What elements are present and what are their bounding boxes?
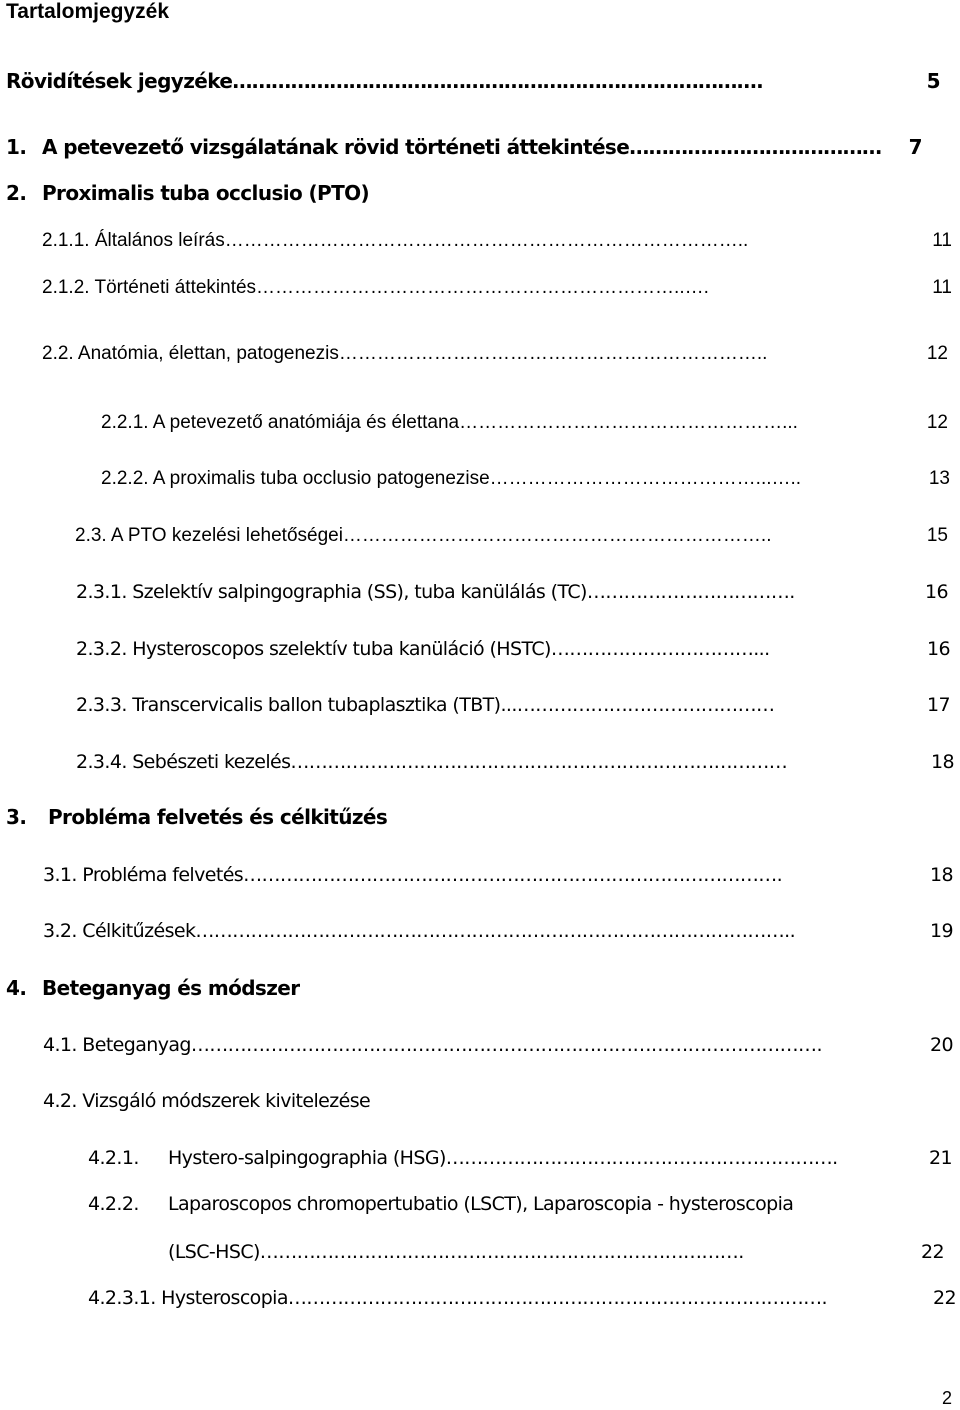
toc-entry-page: 11 <box>932 230 952 251</box>
toc-entry-text: 2.3.4. Sebészeti kezelés……………………………………………………………………… <box>76 751 788 773</box>
toc-entry-page: 21 <box>929 1147 952 1169</box>
toc-entry-text: (LSC-HSC)……………………………………………………………………. <box>168 1241 744 1263</box>
toc-entry-page: 16 <box>925 581 948 603</box>
toc-entry[interactable] <box>6 68 940 94</box>
toc-entry-page: 13 <box>928 468 950 489</box>
toc-entry[interactable] <box>6 804 906 830</box>
toc-entry[interactable] <box>76 579 948 605</box>
toc-entry-text: Laparoscopos chromopertubatio (LSCT), Laparoscopia - hysteroscopia <box>168 1193 794 1215</box>
toc-entry-number: 3. <box>6 805 27 829</box>
toc-entry-text: 2.3.2. Hysteroscopos szelektív tuba kanüláció (HSTC)……………………………... <box>76 638 770 660</box>
toc-entry-number: 1. <box>6 135 27 159</box>
toc-entry-page: 5 <box>926 69 940 93</box>
toc-entry[interactable] <box>43 862 953 888</box>
toc-entry[interactable] <box>168 1239 944 1265</box>
toc-entry-text: 2.1.1. Általános leírás……………………………………………………………………….. <box>42 230 749 251</box>
toc-entry[interactable] <box>6 975 906 1001</box>
toc-heading: Tartalomjegyzék <box>6 0 170 23</box>
toc-entry-text: 2.2. Anatómia, élettan, patogenezis………………………………………………………….. <box>42 343 768 364</box>
toc-entry-page: 16 <box>927 638 950 660</box>
toc-entry-text: 2.3. A PTO kezelési lehetőségei………………………………………………………….. <box>75 525 772 546</box>
toc-entry-text: Hystero-salpingographia (HSG)………………………………………………………. <box>168 1147 838 1169</box>
toc-entry-page: 18 <box>930 864 953 886</box>
toc-entry-number: 2. <box>6 181 27 205</box>
toc-entry-page: 15 <box>926 525 948 546</box>
toc-entry-page: 22 <box>933 1287 956 1309</box>
toc-entry[interactable] <box>43 1088 943 1114</box>
toc-entry-page: 12 <box>926 343 948 364</box>
toc-entry-text: A petevezető vizsgálatának rövid történeti áttekintése………………………………… <box>42 135 882 159</box>
toc-entry-text: 2.1.2. Történeti áttekintés…………………………………………………………..…. <box>42 277 709 298</box>
toc-entry[interactable] <box>43 1032 953 1058</box>
toc-entry-page: 11 <box>932 277 952 298</box>
toc-entry[interactable] <box>42 275 952 301</box>
toc-entry-text: 3.2. Célkitűzések…………………………………………………………………………………….. <box>43 920 796 942</box>
toc-entry[interactable] <box>88 1191 948 1217</box>
toc-entry[interactable] <box>76 692 950 718</box>
toc-entry[interactable] <box>76 636 950 662</box>
toc-entry-page: 22 <box>921 1241 944 1263</box>
toc-entry-page: 20 <box>930 1034 953 1056</box>
toc-entry-page: 17 <box>927 694 950 716</box>
toc-entry[interactable] <box>75 523 948 549</box>
toc-entry-page: 18 <box>931 751 954 773</box>
toc-entry-number: 4.2.2. <box>88 1193 139 1215</box>
toc-entry[interactable] <box>88 1285 956 1311</box>
toc-entry-text: 4.2. Vizsgáló módszerek kivitelezése <box>43 1090 371 1112</box>
toc-entry-number: 4.2.1. <box>88 1147 139 1169</box>
toc-entry[interactable] <box>88 1145 952 1171</box>
toc-entry-page: 12 <box>926 412 948 433</box>
toc-entry-text: 2.2.2. A proximalis tuba occlusio patogenezise……………………………………...….. <box>101 468 802 489</box>
toc-entry-text: Rövidítések jegyzéke………………………………………………………………………. <box>6 69 764 93</box>
toc-entry-page: 19 <box>930 920 953 942</box>
toc-entry-text: Probléma felvetés és célkitűzés <box>48 805 388 829</box>
toc-entry-text: Proximalis tuba occlusio (PTO) <box>42 181 370 205</box>
toc-entry-number: 4. <box>6 976 27 1000</box>
page-number: 2 <box>941 1388 952 1408</box>
toc-entry[interactable] <box>6 134 922 160</box>
toc-entry-text: 3.1. Probléma felvetés……………………………………………………………………………. <box>43 864 783 886</box>
toc-entry-page: 7 <box>908 135 922 159</box>
toc-entry-text: Beteganyag és módszer <box>42 976 300 1000</box>
toc-entry[interactable] <box>42 228 952 254</box>
toc-entry[interactable] <box>101 466 950 492</box>
toc-entry[interactable] <box>76 749 954 775</box>
toc-entry-text: 4.2.3.1. Hysteroscopia……………………………………………………………………………. <box>88 1287 827 1309</box>
toc-entry-text: 2.2.1. A petevezető anatómiája és élettana……………………………………………... <box>101 412 798 433</box>
toc-entry[interactable] <box>43 918 953 944</box>
toc-entry-text: 4.1. Beteganyag…………………………………………………………………………………………. <box>43 1034 822 1056</box>
toc-entry[interactable] <box>42 341 948 367</box>
toc-entry-text: 2.3.1. Szelektív salpingographia (SS), tuba kanülálás (TC)……………………………. <box>76 581 795 603</box>
toc-entry[interactable] <box>6 180 922 206</box>
toc-entry-text: 2.3.3. Transcervicalis ballon tubaplasztika (TBT)...…………………………………… <box>76 694 775 716</box>
toc-entry[interactable] <box>101 410 948 436</box>
